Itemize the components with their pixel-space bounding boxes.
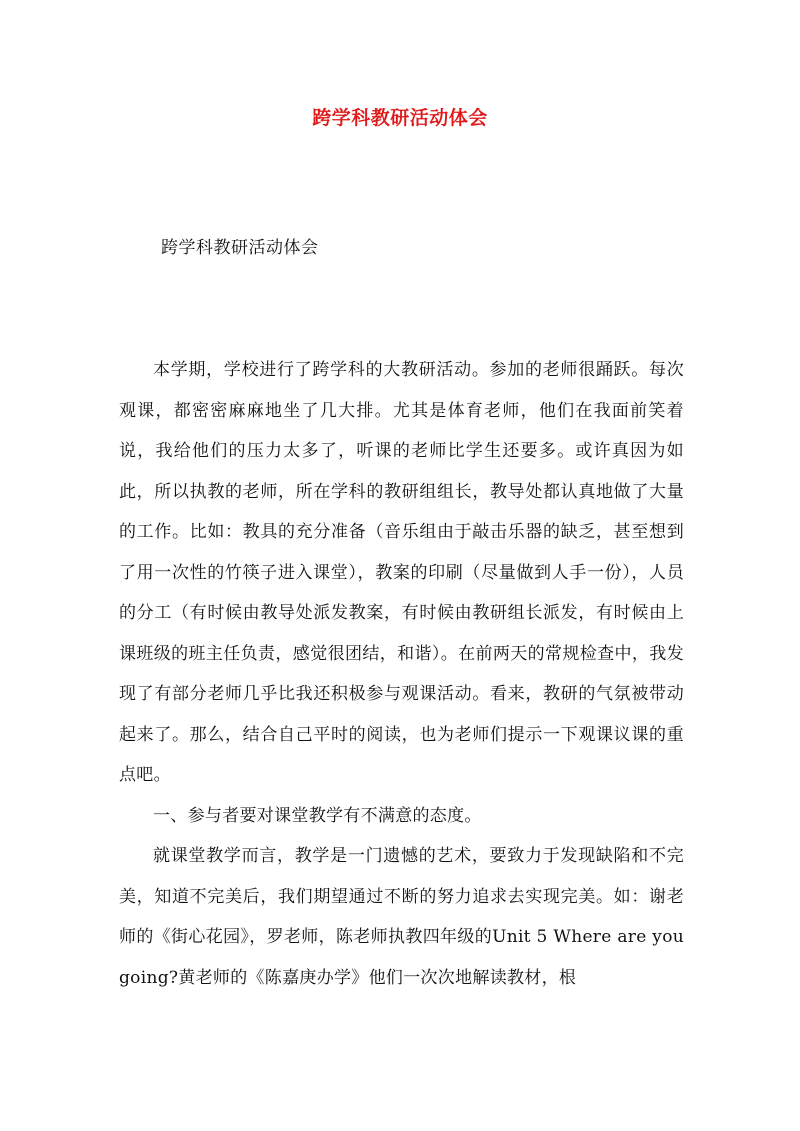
paragraph-intro: 本学期，学校进行了跨学科的大教研活动。参加的老师很踊跃。每次观课，都密密麻麻地坐了几大排。尤其是体育老师，他们在我面前笑着说，我给他们的压力太多了，听课的老师比学生还要多。或许真因为如此，所以执教的老师，所在学科的教研组组长，教导处都认真地做了大量的工作。比如：教具的充分准备（音乐组由于敲击乐器的缺乏，甚至想到了用一次性的竹筷子进入课堂），教案的印刷（尽量做到人手一份），人员的分工（有时候由教导处派发教案，有时候由教研组长派发，有时候由上课班级的班主任负责，感觉很团结，和谐）。在前两天的常规检查中，我发现了有部分老师几乎比我还积极参与观课活动。看来，教研的气氛被带动起来了。那么，结合自己平时的阅读，也为老师们提示一下观课议课的重点吧。 (119, 360, 684, 785)
paragraph-classroom-teaching: 就课堂教学而言，教学是一门遗憾的艺术，要致力于发现缺陷和不完美，知道不完美后，我们期望通过不断的努力追求去实现完美。如：谢老师的《街心花园》，罗老师，陈老师执教四年级的Unit 5 Where are you going?黄老师的《陈嘉庚办学》他们一次次地解读教材，根 (119, 846, 684, 988)
document-subtitle: 跨学科教研活动体会 (161, 238, 319, 258)
document-body (119, 350, 684, 998)
paragraph-heading-one: 一、参与者要对课堂教学有不满意的态度。 (153, 805, 482, 826)
document-title: 跨学科教研活动体会 (312, 107, 488, 129)
